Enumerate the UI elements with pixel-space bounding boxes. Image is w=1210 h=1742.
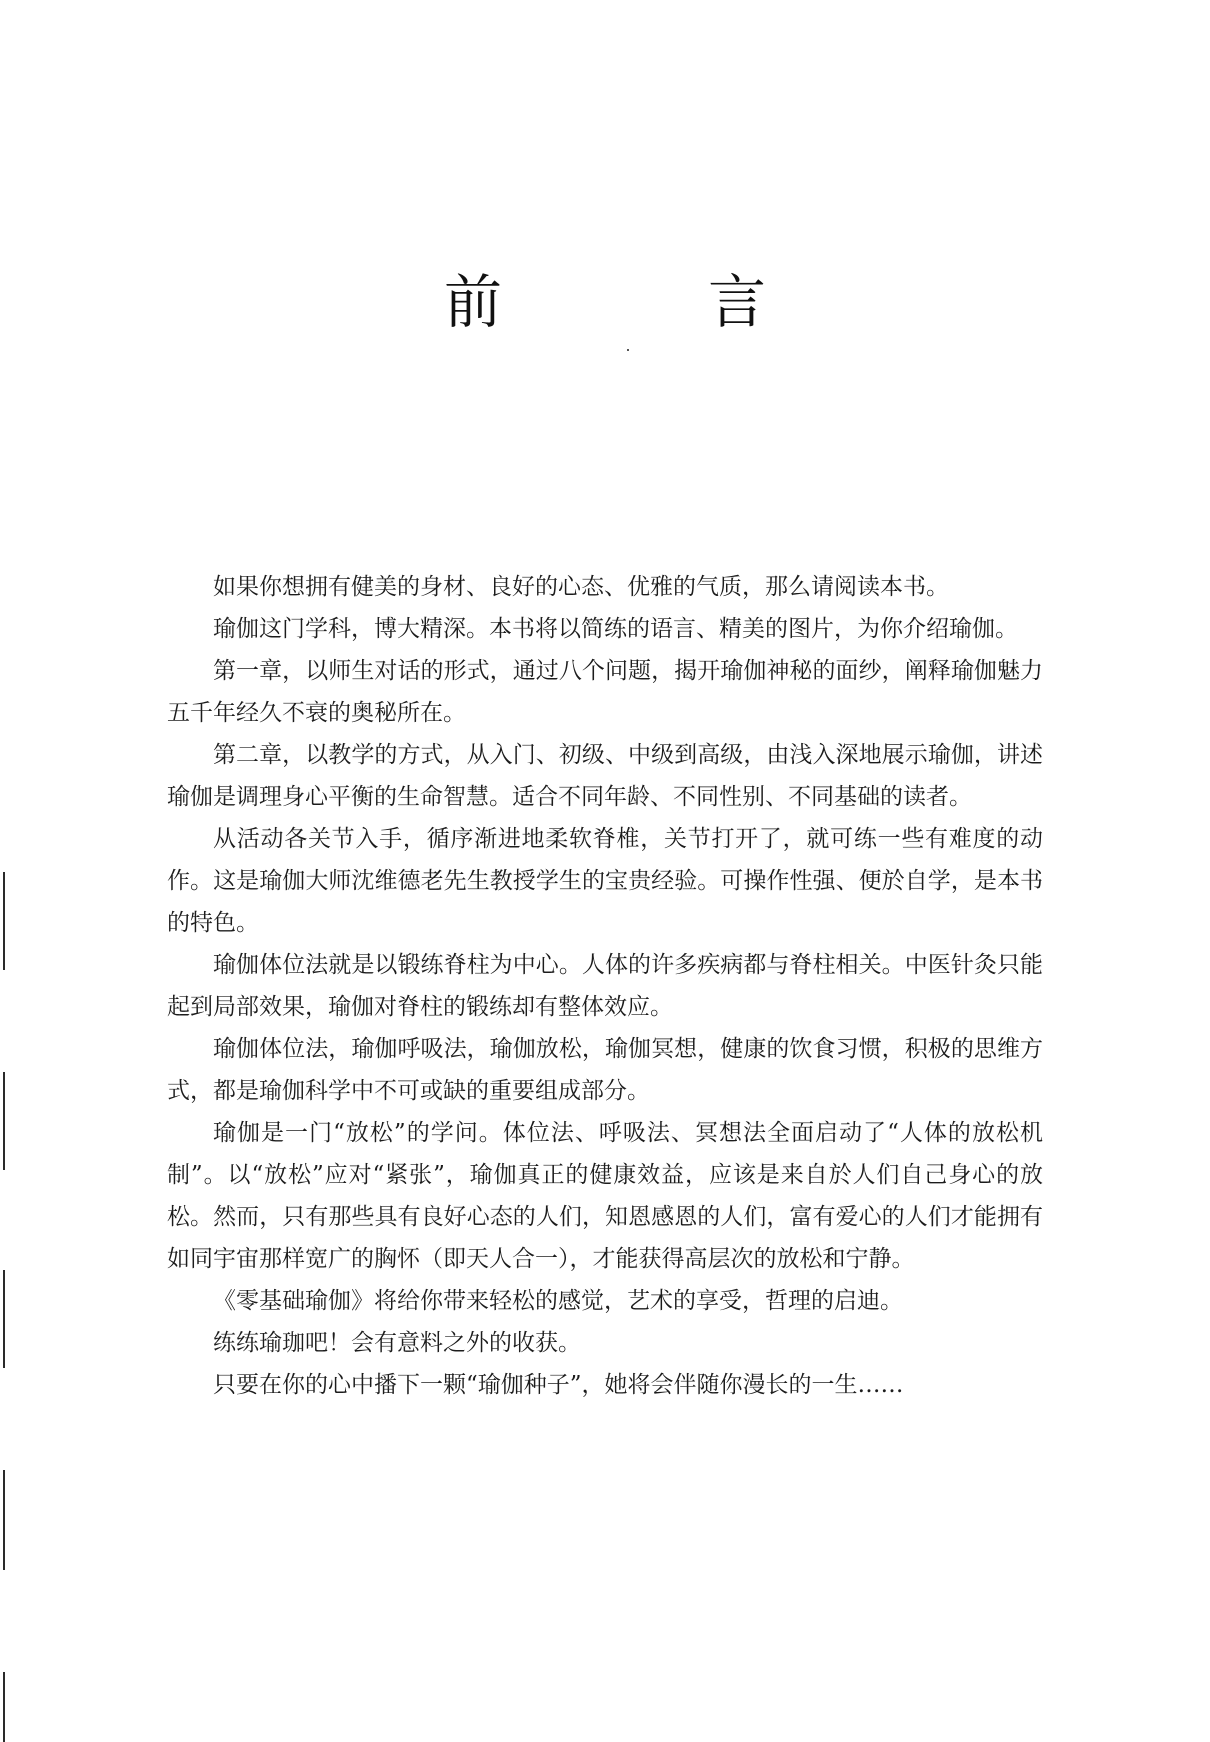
preface-body	[167, 566, 1043, 1406]
paragraph: 瑜伽体位法，瑜伽呼吸法，瑜伽放松，瑜伽冥想，健康的饮食习惯，积极的思维方式，都是瑜伽科学中不可或缺的重要组成部分。	[167, 1036, 1043, 1104]
paragraph: 《零基础瑜伽》将给你带来轻松的感觉，艺术的享受，哲理的启迪。	[213, 1288, 903, 1314]
paragraph: 瑜伽是一门“放松”的学问。体位法、呼吸法、冥想法全面启动了“人体的放松机制”。以“放松”应对“紧张”，瑜伽真正的健康效益，应该是来自於人们自己身心的放松。然而，只有那些具有良好心态的人们，知恩感恩的人们，富有爱心的人们才能拥有如同宇宙那样宽广的胸怀（即天人合一），才能获得高层次的放松和宁静。	[167, 1120, 1043, 1272]
paragraph: 只要在你的心中播下一颗“瑜伽种子”，她将会伴随你漫长的一生……	[213, 1372, 904, 1398]
paragraph: 第一章，以师生对话的形式，通过八个问题，揭开瑜伽神秘的面纱，阐释瑜伽魅力五千年经久不衰的奥秘所在。	[167, 658, 1043, 726]
scan-speck	[627, 349, 629, 351]
paragraph: 第二章，以教学的方式，从入门、初级、中级到高级，由浅入深地展示瑜伽，讲述瑜伽是调理身心平衡的生命智慧。适合不同年龄、不同性别、不同基础的读者。	[167, 742, 1043, 810]
paragraph: 瑜伽这门学科，博大精深。本书将以简练的语言、精美的图片，为你介绍瑜伽。	[213, 616, 1018, 642]
paragraph: 如果你想拥有健美的身材、良好的心态、优雅的气质，那么请阅读本书。	[213, 574, 949, 600]
page-title: 前 言	[443, 268, 840, 336]
paragraph: 瑜伽体位法就是以锻练脊柱为中心。人体的许多疾病都与脊柱相关。中医针灸只能起到局部效果，瑜伽对脊柱的锻练却有整体效应。	[167, 952, 1043, 1020]
paragraph: 练练瑜珈吧！会有意料之外的收获。	[213, 1330, 581, 1356]
scan-edge-mark	[3, 872, 5, 970]
scan-edge-mark	[3, 1672, 5, 1742]
scan-edge-mark	[3, 1270, 5, 1368]
paragraph: 从活动各关节入手，循序渐进地柔软脊椎，关节打开了，就可练一些有难度的动作。这是瑜伽大师沈维德老先生教授学生的宝贵经验。可操作性强、便於自学，是本书的特色。	[167, 826, 1043, 936]
scan-edge-mark	[3, 1470, 5, 1570]
scan-edge-mark	[3, 1072, 5, 1170]
